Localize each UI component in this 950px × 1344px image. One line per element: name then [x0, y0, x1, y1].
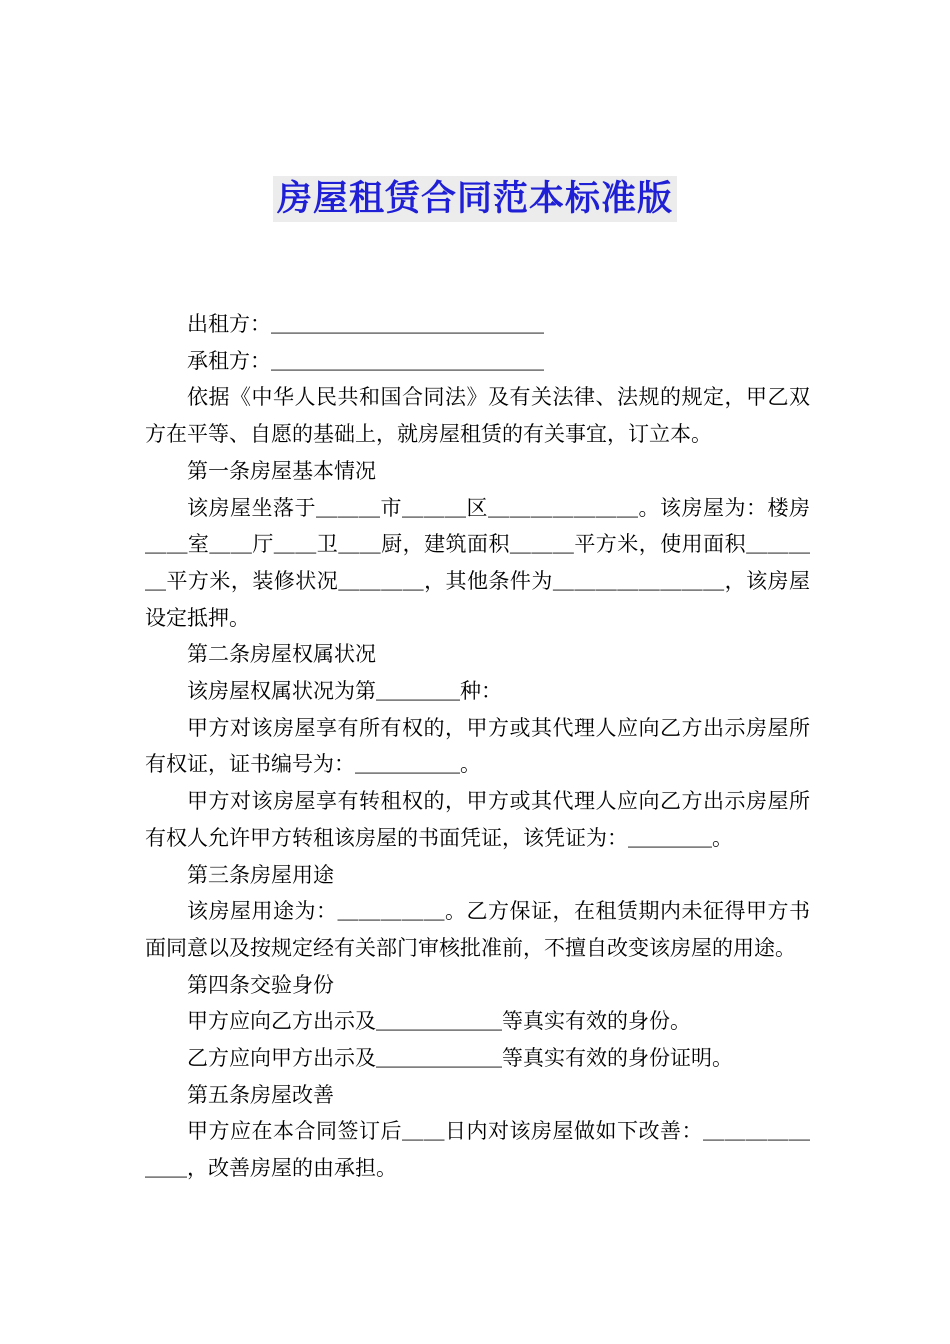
article-5-paragraph: 甲方应在本合同签订后＿＿日内对该房屋做如下改善：＿＿＿＿＿＿＿，改善房屋的由承担。: [145, 1119, 810, 1181]
article-3-paragraph: 该房屋用途为：＿＿＿＿＿。乙方保证，在租赁期内未征得甲方书面同意以及按规定经有关部门审核批准前，不擅自改变该房屋的用途。: [145, 899, 810, 960]
article-3-heading: 第三条房屋用途: [187, 862, 334, 887]
article-4-heading: 第四条交验身份: [187, 972, 334, 997]
article-2-paragraph-3: 甲方对该房屋享有转租权的，甲方或其代理人应向乙方出示房屋所有权人允许甲方转租该房屋的书面凭证，该凭证为：＿＿＿＿。: [145, 789, 810, 850]
lessee-line: 承租方：＿＿＿＿＿＿＿＿＿＿＿＿＿: [187, 348, 544, 373]
article-1-paragraph: 该房屋坐落于＿＿＿市＿＿＿区＿＿＿＿＿＿＿。该房屋为：楼房＿＿室＿＿厅＿＿卫＿＿厨，建筑面积＿＿＿平方米，使用面积＿＿＿＿平方米，装修状况＿＿＿＿，其他条件为＿＿＿＿＿＿＿＿，该房屋设定抵押。: [145, 495, 810, 630]
title-container: [0, 176, 950, 222]
article-2-paragraph-2: 甲方对该房屋享有所有权的，甲方或其代理人应向乙方出示房屋所有权证，证书编号为：＿＿＿＿＿。: [145, 715, 810, 777]
article-5-heading: 第五条房屋改善: [187, 1082, 334, 1107]
article-2-heading: 第二条房屋权属状况: [187, 642, 376, 667]
article-4-paragraph-2: 乙方应向甲方出示及＿＿＿＿＿＿等真实有效的身份证明。: [187, 1046, 733, 1071]
article-1-heading: 第一条房屋基本情况: [187, 458, 376, 483]
lessor-line: 出租方：＿＿＿＿＿＿＿＿＿＿＿＿＿: [187, 312, 544, 336]
preamble-paragraph: 依据《中华人民共和国合同法》及有关法律、法规的规定，甲乙双方在平等、自愿的基础上，就房屋租赁的有关事宜，订立本。: [145, 385, 810, 447]
article-2-paragraph-1: 该房屋权属状况为第＿＿＿＿种：: [187, 679, 502, 704]
document-title: 房屋租赁合同范本标准版: [273, 176, 677, 222]
document-body: [145, 306, 810, 1187]
article-4-paragraph-1: 甲方应向乙方出示及＿＿＿＿＿＿等真实有效的身份。: [187, 1009, 691, 1034]
